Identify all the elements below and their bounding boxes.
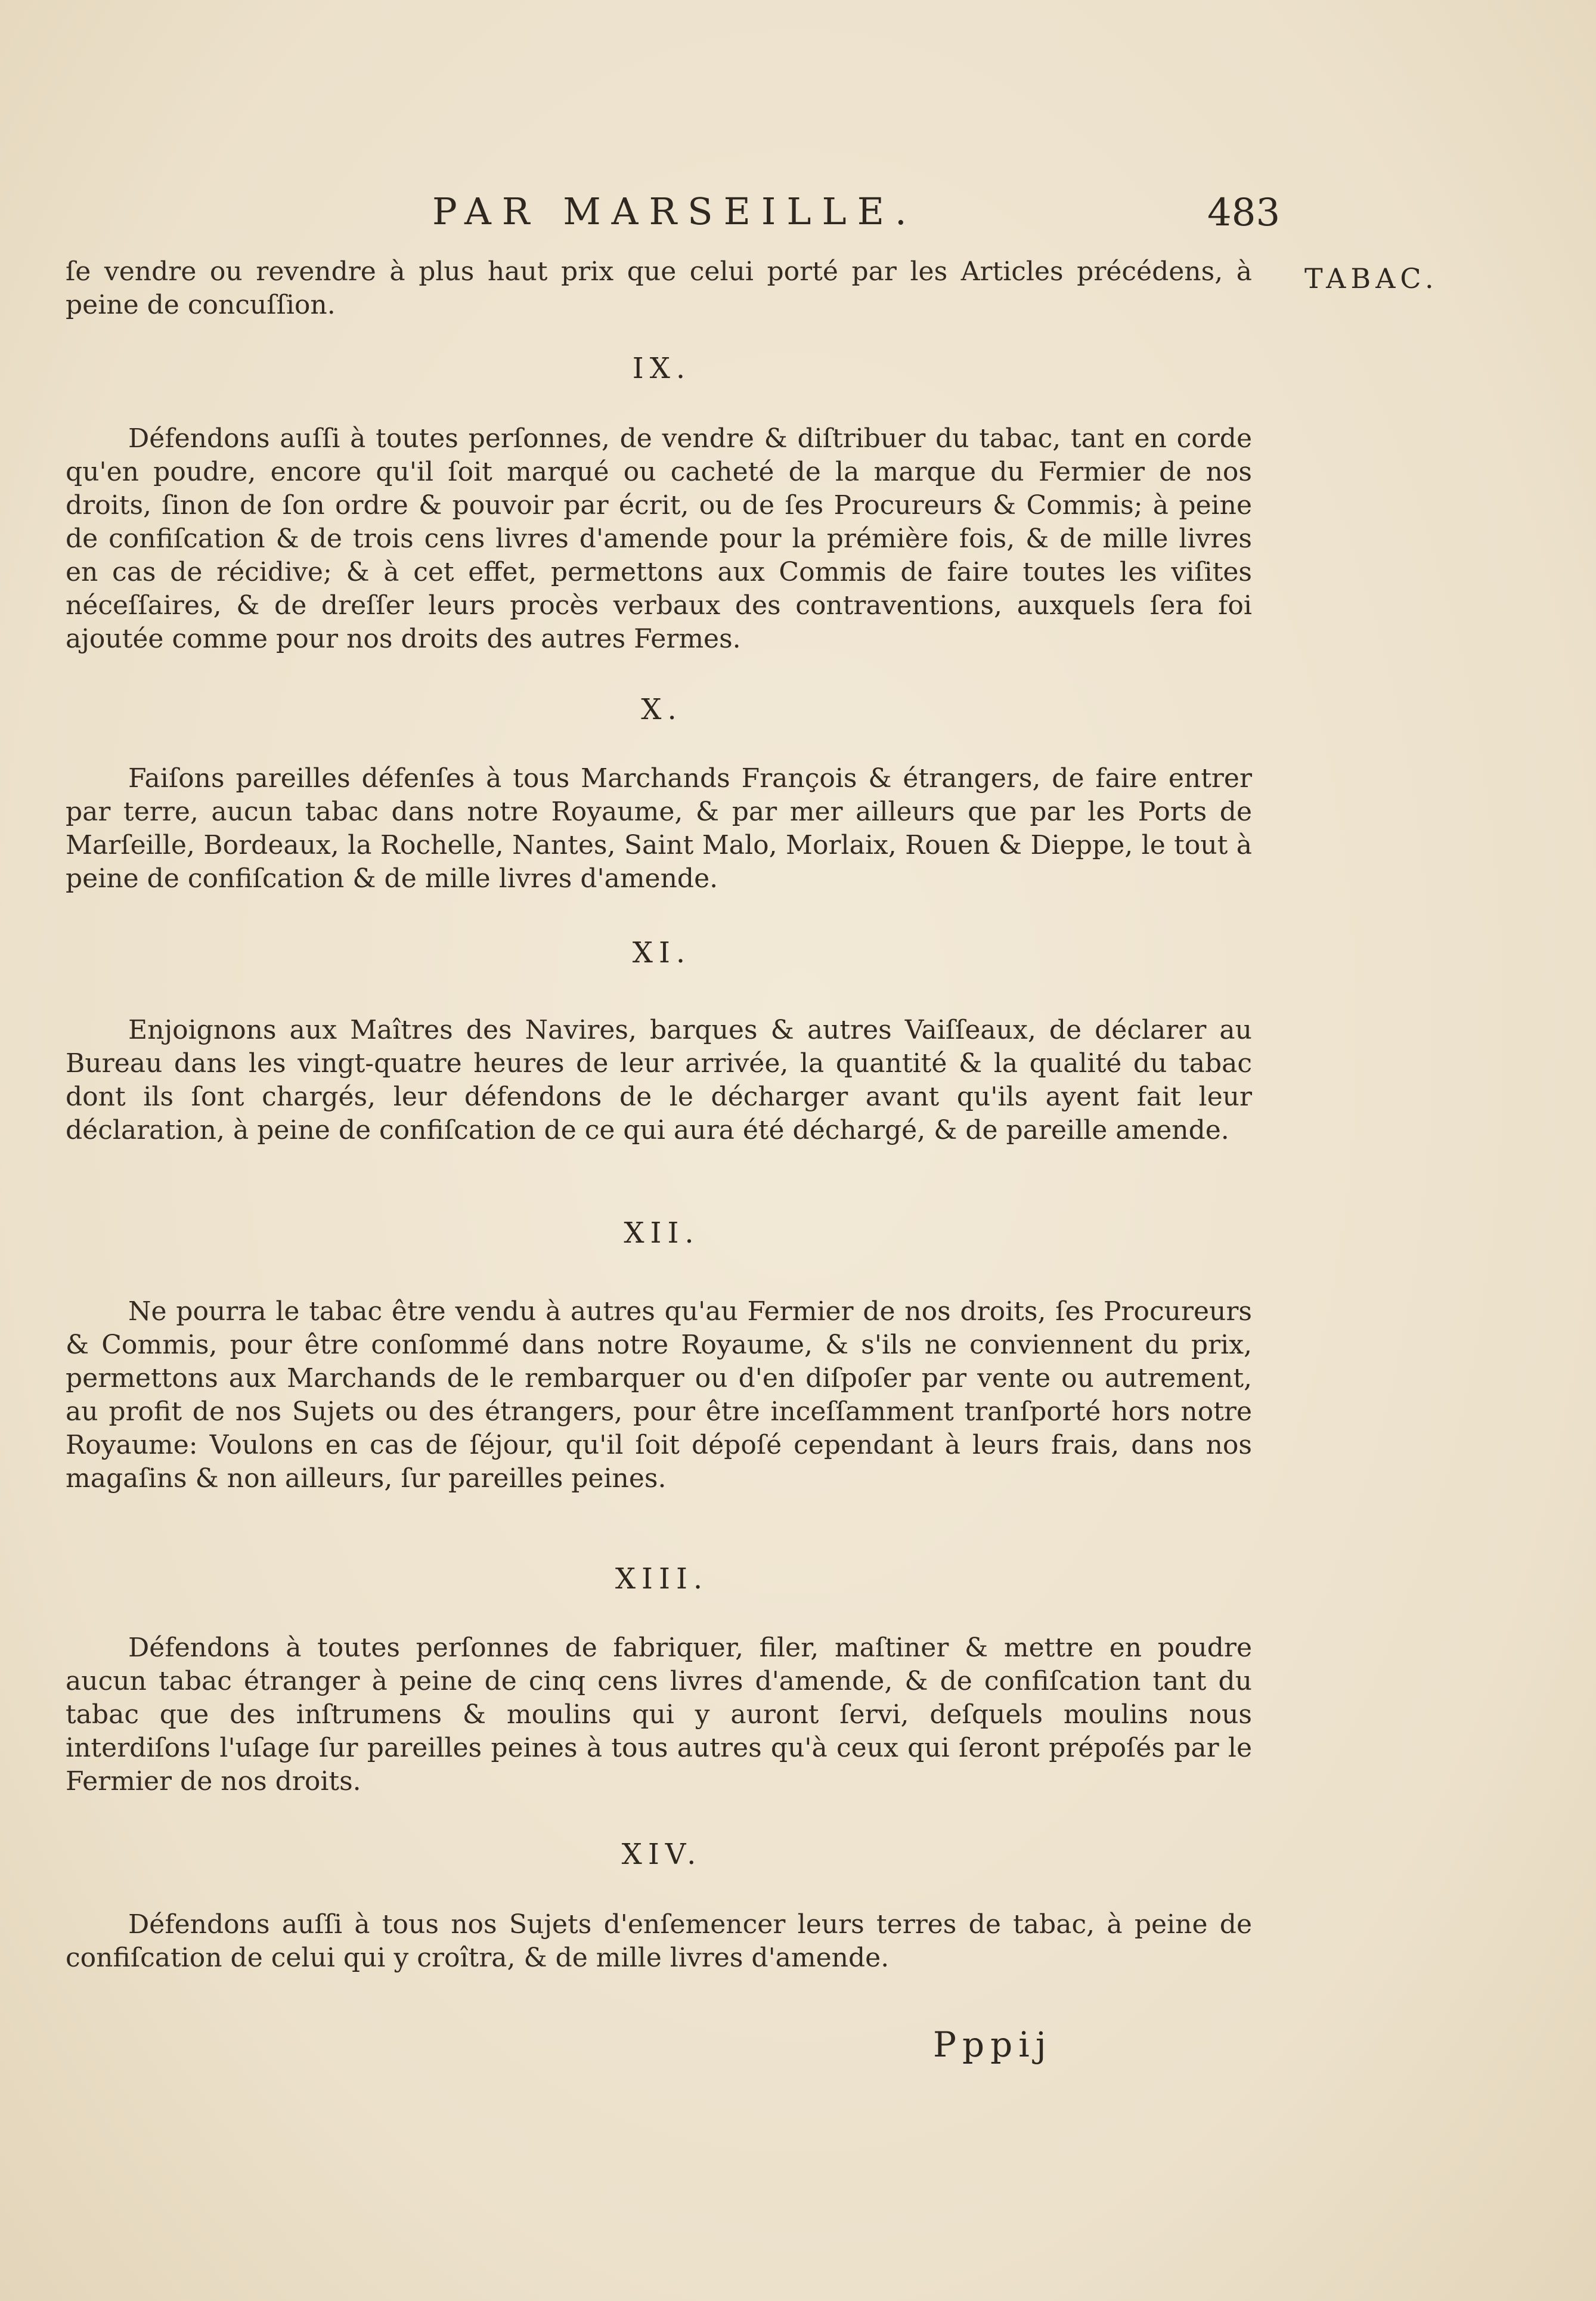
article-xiv-paragraph (66, 1908, 1252, 1975)
signature-mark: Pppij (933, 2024, 1052, 2065)
article-heading-ix: IX. (632, 352, 692, 385)
article-xiii-text: Défendons à toutes perſonnes de fabriquer, filer, maſtiner & mettre en poudre aucun tabac étranger à peine de cinq cens livres d'amende, & de confiſcation tant du tabac que des inſtrumens & moulins qui y auront ſervi, deſquels moulins nous interdiſons l'uſage ſur pareilles peines à tous autres qu'à ceux qui ſeront prépoſés par le Fermier de nos droits. (66, 1633, 1252, 1797)
article-xi-text: Enjoignons aux Maîtres des Navires, barques & autres Vaiſſeaux, de déclarer au Bureau dans les vingt-quatre heures de leur arrivée, la quantité & la qualité du tabac dont ils ſont chargés, leur défendons de le décharger avant qu'ils ayent fait leur déclaration, à peine de confiſcation de ce qui aura été déchargé, & de pareille amende. (66, 1015, 1252, 1145)
running-head: PAR MARSEILLE. (432, 190, 918, 233)
article-heading-xii: XII. (624, 1216, 700, 1250)
margin-note: TABAC. (1304, 262, 1439, 295)
article-heading-xi: XI. (632, 936, 692, 970)
article-heading-x: X. (641, 693, 683, 726)
article-xii-text: Ne pourra le tabac être vendu à autres qu'au Fermier de nos droits, ſes Procureurs & Commis, pour être conſommé dans notre Royaume, & s'ils ne conviennent du prix, permettons aux Marchands de le rembarquer ou d'en diſpoſer par vente ou autrement, au profit de nos Sujets ou des étrangers, pour être inceſſamment tranſporté hors notre Royaume: Voulons en cas de ſéjour, qu'il ſoit dépoſé cependant à leurs frais, dans nos magaſins & non ailleurs, ſur pareilles peines. (66, 1296, 1252, 1494)
article-xiii-paragraph (66, 1631, 1252, 1798)
opening-paragraph (66, 255, 1252, 322)
article-xi-paragraph (66, 1014, 1252, 1147)
article-ix-paragraph (66, 422, 1252, 656)
article-heading-xiii: XIII. (615, 1562, 709, 1596)
article-xiv-text: Défendons auſſi à tous nos Sujets d'enſemencer leurs terres de tabac, à peine de confiſcation de celui qui y croîtra, & de mille livres d'amende. (66, 1909, 1252, 1973)
article-x-paragraph (66, 762, 1252, 896)
article-x-text: Faiſons pareilles défenſes à tous Marchands François & étrangers, de faire entrer par terre, aucun tabac dans notre Royaume, & par mer ailleurs que par les Ports de Marſeille, Bordeaux, la Rochelle, Nantes, Saint Malo, Morlaix, Rouen & Dieppe, le tout à peine de confiſcation & de mille livres d'amende. (66, 763, 1252, 894)
article-xii-paragraph (66, 1295, 1252, 1495)
article-ix-text: Défendons auſſi à toutes perſonnes, de vendre & diſtribuer du tabac, tant en corde qu'en poudre, encore qu'il ſoit marqué ou cacheté de la marque du Fermier de nos droits, ſinon de ſon ordre & pouvoir par écrit, ou de ſes Procureurs & Commis; à peine de confiſcation & de trois cens livres d'amende pour la prémière fois, & de mille livres en cas de récidive; & à cet effet, permettons aux Commis de faire toutes les viſites néceſſaires, & de dreſſer leurs procès verbaux des contraventions, auxquels ſera foi ajoutée comme pour nos droits des autres Fermes. (66, 423, 1252, 654)
article-heading-xiv: XIV. (621, 1838, 702, 1871)
opening-text: ſe vendre ou revendre à plus haut prix que celui porté par les Articles précédens, à peine de concuſſion. (66, 256, 1252, 320)
page-number: 483 (1207, 191, 1281, 235)
